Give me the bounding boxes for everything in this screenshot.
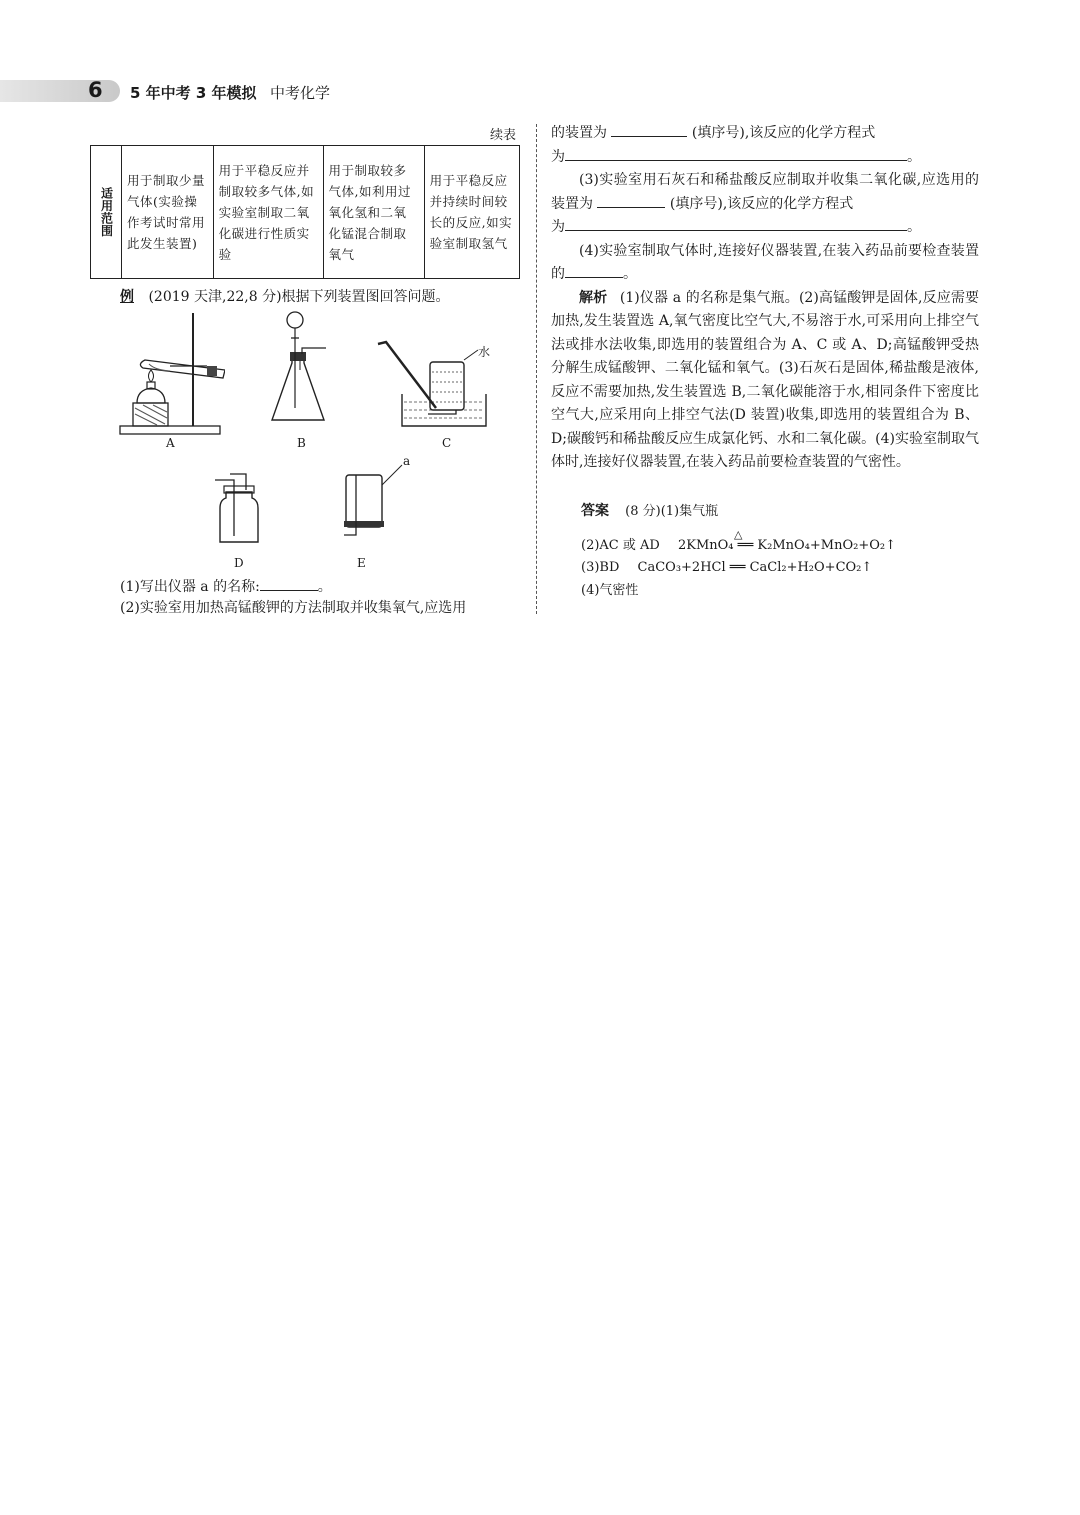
apparatus-a-figure [115,308,225,438]
question-3 [551,169,979,216]
question-1 [120,576,530,598]
answer-1: (8 分)(1)集气瓶 [625,504,719,519]
answer-line-2 [581,528,896,557]
table-cell: 用于制取少量气体(实验操作考试时常用此发生装置) [122,146,214,279]
table-row [91,146,520,279]
q2-equation-blank[interactable] [565,146,907,161]
answer-3-equation: CaCO₃+2HCl ══ CaCl₂+H₂O+CO₂↑ [637,560,873,575]
instrument-a-label: a [403,454,411,468]
q4-suffix: 。 [623,266,637,282]
figure-label-d: D [234,556,244,570]
q2-cont-prefix: 的装置为 [551,125,607,141]
question-4 [551,240,979,287]
answer-3-prefix: (3)BD [581,560,620,575]
analysis-text: (1)仪器 a 的名称是集气瓶。(2)高锰酸钾是固体,反应需要加热,发生装置选 A,氧气密度比空气大,不易溶于水,可采用向上排空气法或排水法收集,即选用的装置组合为 A、C 或 A、D;高锰酸钾受热分解生成锰酸钾、二氧化锰和氧气。(3)石灰石是固体,稀盐酸是液体,反应不需要加热,发生装置选 B,二氧化碳能溶于水,相同条件下密度比空气大,应采用向上排空气法(D 装置)收集,即选用的装置组合为 B、D;碳酸钙和稀盐酸反应生成氯化钙、水和二氧化碳。(4)实验室制取气体时,连接好仪器装置,在装入药品前要检查装置的气密性。 [551,289,980,470]
q3-equation-line [551,216,979,240]
book-series: 5 年中考 3 年模拟 [130,84,257,102]
q1-text: (1)写出仪器 a 的名称: [120,579,260,595]
page-number: 6 [88,78,103,102]
table-continued-label: 续表 [490,128,517,143]
q3-mid: (填序号),该反应的化学方程式 [669,195,854,212]
apparatus-b-figure [262,308,342,430]
answer-line-3 [581,557,872,579]
analysis-label: 解析 [579,289,608,306]
answer-line-1 [581,500,718,523]
book-subject: 中考化学 [270,84,331,102]
q2-device-blank[interactable] [611,122,687,137]
q4-answer-blank[interactable] [565,263,623,278]
example-intro [120,287,530,308]
q2-period: 。 [907,148,921,165]
device-usage-table [90,145,520,279]
column-divider [536,124,537,614]
answer-line-4: (4)气密性 [581,583,639,598]
figure-label-a: A [166,436,175,450]
right-questions [551,122,979,475]
answer-label: 答案 [581,503,609,519]
q2-continuation [551,122,979,146]
example-intro-text: (2019 天津,22,8 分)根据下列装置图回答问题。 [148,289,450,305]
q3-line2-prefix: 为 [551,219,565,235]
figure-label-c: C [442,436,452,450]
answer-2-equation-wrap [677,528,896,553]
analysis-paragraph [551,287,979,475]
q2-cont-mid: (填序号),该反应的化学方程式 [691,125,876,141]
q3-period: 。 [907,219,921,235]
q1-answer-blank[interactable] [260,576,318,591]
answer-2-prefix: (2)AC 或 AD [581,538,660,553]
figure-label-e: E [357,556,366,570]
q2-line2-prefix: 为 [551,148,565,165]
figure-label-b: B [297,436,306,450]
water-label: 水 [478,345,491,359]
q1-suffix: 。 [317,579,332,595]
q3-text: (3)实验室用石灰石和稀盐酸反应制取并收集二氧化碳,应选用的装置为 [551,172,979,212]
question-2: (2)实验室用加热高锰酸钾的方法制取并收集氧气,应选用 [120,600,467,616]
answer-2-equation: 2KMnO₄ ══ K₂MnO₄+MnO₂+O₂↑ [677,538,896,553]
apparatus-e-figure [336,455,416,549]
heating-condition: △ [733,528,743,541]
table-cell: 用于平稳反应并制取较多气体,如实验室制取二氧化碳进行性质实验 [213,146,323,279]
q3-device-blank[interactable] [597,193,665,208]
row-label: 适用范围 [91,146,122,279]
table-cell: 用于制取较多气体,如利用过氧化氢和二氧化锰混合制取氧气 [323,146,424,279]
apparatus-d-figure [210,470,270,550]
example-marker: 例 [120,289,134,305]
table-cell: 用于平稳反应并持续时间较长的反应,如实验室制取氢气 [424,146,519,279]
q4-text: (4)实验室制取气体时,连接好仪器装置,在装入药品前要检查装置的 [551,242,979,282]
q2-equation-line [551,146,979,170]
q3-equation-blank[interactable] [565,216,907,231]
